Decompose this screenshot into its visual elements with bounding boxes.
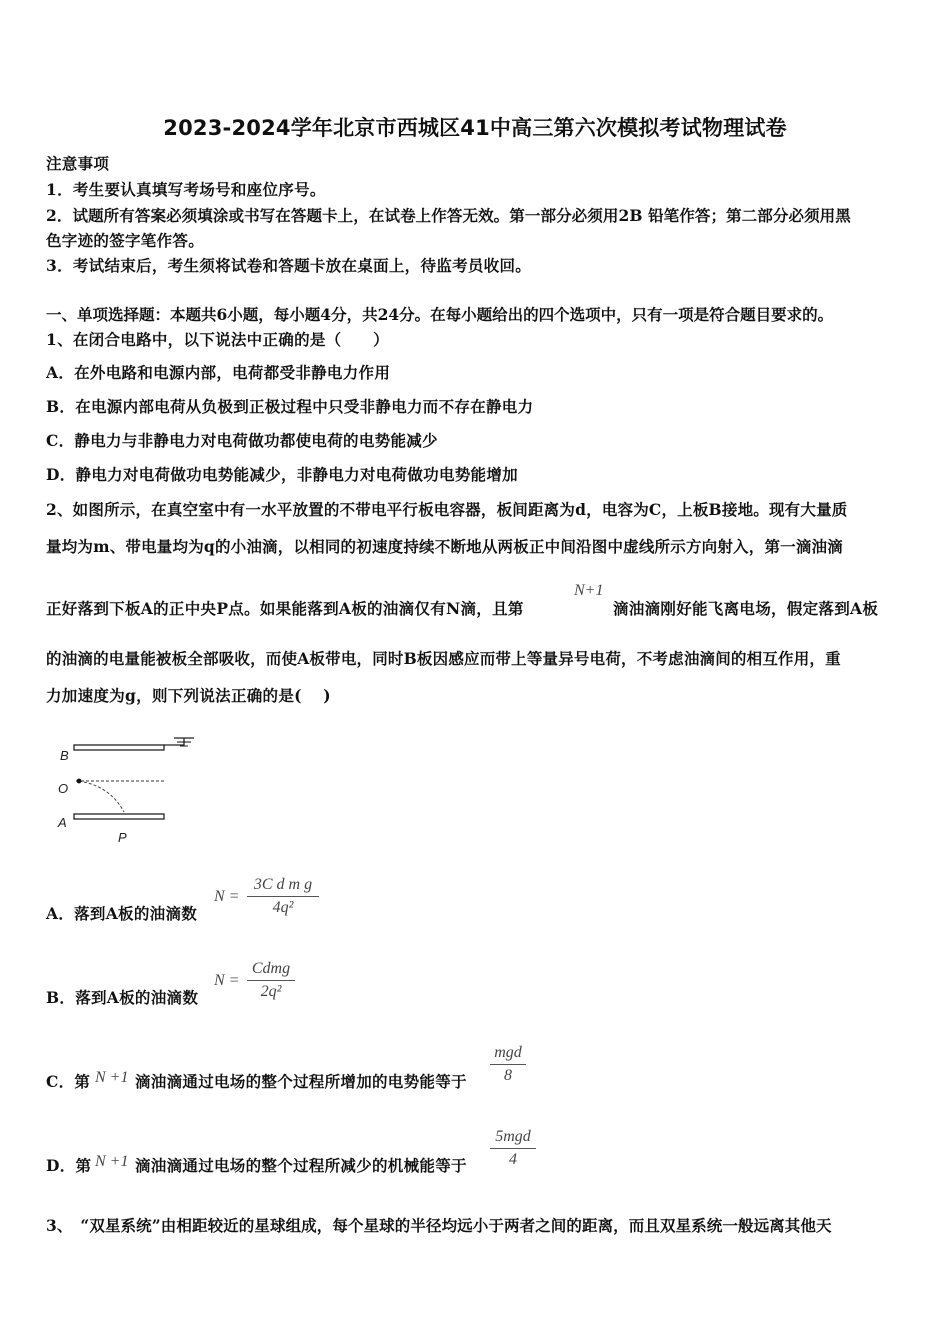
n-plus-one-expression: N+1 [574,582,604,599]
formula-lhs: N = [214,972,240,989]
n-plus-one-expression: N +1 [95,1069,129,1086]
question-1-option-d: D．静电力对电荷做功电势能减少，非静电力对电荷做功电势能增加 [46,465,518,484]
fraction-option-a [247,876,319,917]
fraction-option-d [490,1128,536,1169]
numerator: mgd [494,1044,522,1061]
denominator: 2q² [260,983,282,1000]
question-2-line: 力加速度为g，则下列说法正确的是( ) [46,686,331,705]
notice-heading: 注意事项 [46,154,110,173]
question-2-line: 滴油滴刚好能飞离电场，假定落到A板 [613,599,879,618]
notice-item: 3．考试结束后，考生须将试卷和答题卡放在桌面上，待监考员收回。 [46,256,532,275]
page-title: 2023-2024学年北京市西城区41中高三第六次模拟考试物理试卷 [163,116,787,140]
question-1-option-c: C．静电力与非静电力对电荷做功都使电荷的电势能减少 [46,431,438,450]
numerator: Cdmg [251,960,291,977]
question-1-option-b: B．在电源内部电荷从负极到正极过程中只受非静电力而不存在静电力 [46,397,534,416]
question-2-option-d: 滴油滴通过电场的整个过程所减少的机械能等于 [135,1156,467,1175]
denominator: 4 [509,1151,517,1168]
question-3-stem: 3、 “双星系统”由相距较近的星球组成，每个星球的半径均远小于两者之间的距离，而且双星系统一般远离其他天 [46,1216,832,1235]
question-2-line: 正好落到下板A的正中央P点。如果能落到A板的油滴仅有N滴，且第 [46,599,524,618]
fraction-option-b [247,960,295,1001]
fraction-option-c [490,1044,526,1085]
droplet [77,779,82,784]
question-1-stem: 1、在闭合电路中，以下说法中正确的是（ ） [46,330,389,349]
numerator: 3C d m g [253,876,313,893]
notice-item: 色字迹的签字笔作答。 [46,231,205,250]
trajectory [79,781,124,812]
question-2-option-a: A．落到A板的油滴数 [46,904,198,923]
denominator: 4q² [272,899,294,916]
question-2-option-c: 滴油滴通过电场的整个过程所增加的电势能等于 [135,1072,467,1091]
label-o: O [58,781,69,796]
question-2-option-c-prefix: C．第 [46,1072,91,1091]
notice-item: 1．考生要认真填写考场号和座位序号。 [46,180,326,199]
denominator: 8 [504,1067,512,1084]
formula-lhs: N = [214,888,240,905]
notice-item: 2．试题所有答案必须填涂或书写在答题卡上，在试卷上作答无效。第一部分必须用2B 铅笔作答；第二部分必须用黑 [46,206,851,225]
question-2-option-b: B．落到A板的油滴数 [46,988,199,1007]
n-plus-one-expression: N +1 [95,1153,129,1170]
question-2-option-d-prefix: D．第 [46,1156,92,1175]
question-2-line: 的油滴的电量能被板全部吸收，而使A板带电，同时B板因感应而带上等量异号电荷，不考虑油滴间的相互作用，重 [46,649,841,668]
question-1-option-a: A．在外电路和电源内部，电荷都受非静电力作用 [46,363,391,382]
question-2-line: 2、如图所示，在真空室中有一水平放置的不带电平行板电容器，板间距离为d，电容为C，上板B接地。现有大量质 [46,500,848,519]
label-p: P [118,830,127,845]
numerator: 5mgd [495,1128,531,1145]
capacitor-diagram [52,718,202,848]
plate-a [74,814,164,819]
label-a: A [58,815,67,830]
label-b: B [60,748,69,763]
section-header: 一、单项选择题：本题共6小题，每小题4分，共24分。在每小题给出的四个选项中，只有一项是符合题目要求的。 [46,305,834,324]
question-2-line: 量均为m、带电量均为q的小油滴，以相同的初速度持续不断地从两板正中间沿图中虚线所示方向射入，第一滴油滴 [46,537,843,556]
plate-b [74,745,164,750]
